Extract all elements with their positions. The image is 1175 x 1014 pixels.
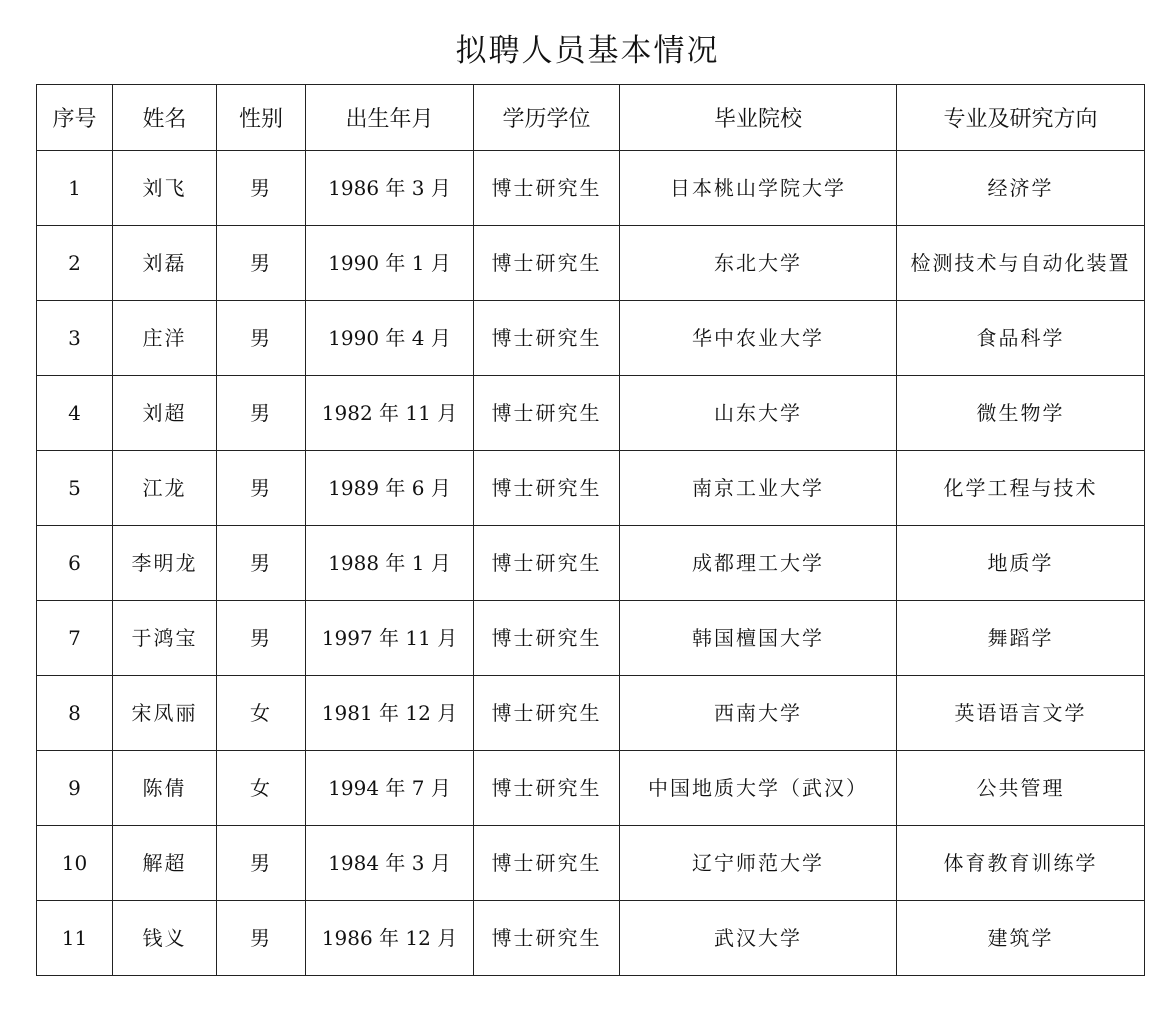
cell-school: 华中农业大学	[620, 301, 897, 376]
cell-birth: 1982 年 11 月	[306, 376, 474, 451]
cell-major: 英语语言文学	[897, 676, 1145, 751]
cell-major: 化学工程与技术	[897, 451, 1145, 526]
cell-birth: 1988 年 1 月	[306, 526, 474, 601]
cell-index: 9	[37, 751, 113, 826]
cell-major: 经济学	[897, 151, 1145, 226]
cell-birth: 1984 年 3 月	[306, 826, 474, 901]
cell-gender: 男	[217, 526, 306, 601]
cell-birth: 1990 年 1 月	[306, 226, 474, 301]
header-major: 专业及研究方向	[897, 85, 1145, 151]
table-header-row	[37, 85, 1145, 151]
cell-degree: 博士研究生	[474, 601, 620, 676]
cell-school: 西南大学	[620, 676, 897, 751]
cell-gender: 男	[217, 376, 306, 451]
cell-index: 6	[37, 526, 113, 601]
cell-index: 10	[37, 826, 113, 901]
cell-gender: 男	[217, 226, 306, 301]
table-row	[37, 226, 1145, 301]
cell-birth: 1986 年 3 月	[306, 151, 474, 226]
cell-name: 江龙	[113, 451, 217, 526]
cell-birth: 1990 年 4 月	[306, 301, 474, 376]
cell-degree: 博士研究生	[474, 676, 620, 751]
table-row	[37, 901, 1145, 976]
cell-degree: 博士研究生	[474, 451, 620, 526]
cell-name: 刘飞	[113, 151, 217, 226]
cell-name: 李明龙	[113, 526, 217, 601]
cell-index: 5	[37, 451, 113, 526]
cell-index: 11	[37, 901, 113, 976]
table-row	[37, 376, 1145, 451]
cell-gender: 男	[217, 601, 306, 676]
cell-major: 检测技术与自动化装置	[897, 226, 1145, 301]
cell-school: 辽宁师范大学	[620, 826, 897, 901]
cell-school: 山东大学	[620, 376, 897, 451]
cell-name: 陈倩	[113, 751, 217, 826]
cell-birth: 1997 年 11 月	[306, 601, 474, 676]
cell-gender: 男	[217, 826, 306, 901]
cell-name: 庄洋	[113, 301, 217, 376]
cell-name: 钱义	[113, 901, 217, 976]
cell-birth: 1981 年 12 月	[306, 676, 474, 751]
table-row	[37, 451, 1145, 526]
cell-name: 刘超	[113, 376, 217, 451]
table-row	[37, 601, 1145, 676]
cell-gender: 女	[217, 751, 306, 826]
cell-index: 1	[37, 151, 113, 226]
cell-birth: 1994 年 7 月	[306, 751, 474, 826]
page-title: 拟聘人员基本情况	[455, 33, 720, 69]
cell-school: 韩国檀国大学	[620, 601, 897, 676]
cell-major: 地质学	[897, 526, 1145, 601]
cell-major: 体育教育训练学	[897, 826, 1145, 901]
header-degree: 学历学位	[474, 85, 620, 151]
cell-school: 成都理工大学	[620, 526, 897, 601]
cell-index: 7	[37, 601, 113, 676]
cell-degree: 博士研究生	[474, 526, 620, 601]
cell-major: 舞蹈学	[897, 601, 1145, 676]
cell-degree: 博士研究生	[474, 826, 620, 901]
cell-degree: 博士研究生	[474, 151, 620, 226]
cell-name: 于鸿宝	[113, 601, 217, 676]
cell-major: 建筑学	[897, 901, 1145, 976]
cell-school: 中国地质大学（武汉）	[620, 751, 897, 826]
cell-name: 宋凤丽	[113, 676, 217, 751]
cell-major: 食品科学	[897, 301, 1145, 376]
cell-gender: 女	[217, 676, 306, 751]
cell-birth: 1986 年 12 月	[306, 901, 474, 976]
cell-degree: 博士研究生	[474, 751, 620, 826]
cell-gender: 男	[217, 451, 306, 526]
cell-index: 8	[37, 676, 113, 751]
header-school: 毕业院校	[620, 85, 897, 151]
cell-school: 东北大学	[620, 226, 897, 301]
cell-index: 2	[37, 226, 113, 301]
cell-degree: 博士研究生	[474, 901, 620, 976]
cell-index: 4	[37, 376, 113, 451]
cell-gender: 男	[217, 901, 306, 976]
cell-school: 南京工业大学	[620, 451, 897, 526]
header-gender: 性别	[217, 85, 306, 151]
header-index: 序号	[37, 85, 113, 151]
header-name: 姓名	[113, 85, 217, 151]
cell-name: 解超	[113, 826, 217, 901]
header-birth: 出生年月	[306, 85, 474, 151]
table-row	[37, 151, 1145, 226]
cell-gender: 男	[217, 301, 306, 376]
table-row	[37, 301, 1145, 376]
cell-degree: 博士研究生	[474, 301, 620, 376]
table-row	[37, 526, 1145, 601]
cell-name: 刘磊	[113, 226, 217, 301]
cell-birth: 1989 年 6 月	[306, 451, 474, 526]
cell-major: 公共管理	[897, 751, 1145, 826]
cell-school: 日本桃山学院大学	[620, 151, 897, 226]
table-row	[37, 826, 1145, 901]
cell-degree: 博士研究生	[474, 226, 620, 301]
candidate-table	[36, 84, 1145, 976]
cell-index: 3	[37, 301, 113, 376]
table-row	[37, 751, 1145, 826]
cell-school: 武汉大学	[620, 901, 897, 976]
cell-major: 微生物学	[897, 376, 1145, 451]
cell-gender: 男	[217, 151, 306, 226]
cell-degree: 博士研究生	[474, 376, 620, 451]
table-row	[37, 676, 1145, 751]
